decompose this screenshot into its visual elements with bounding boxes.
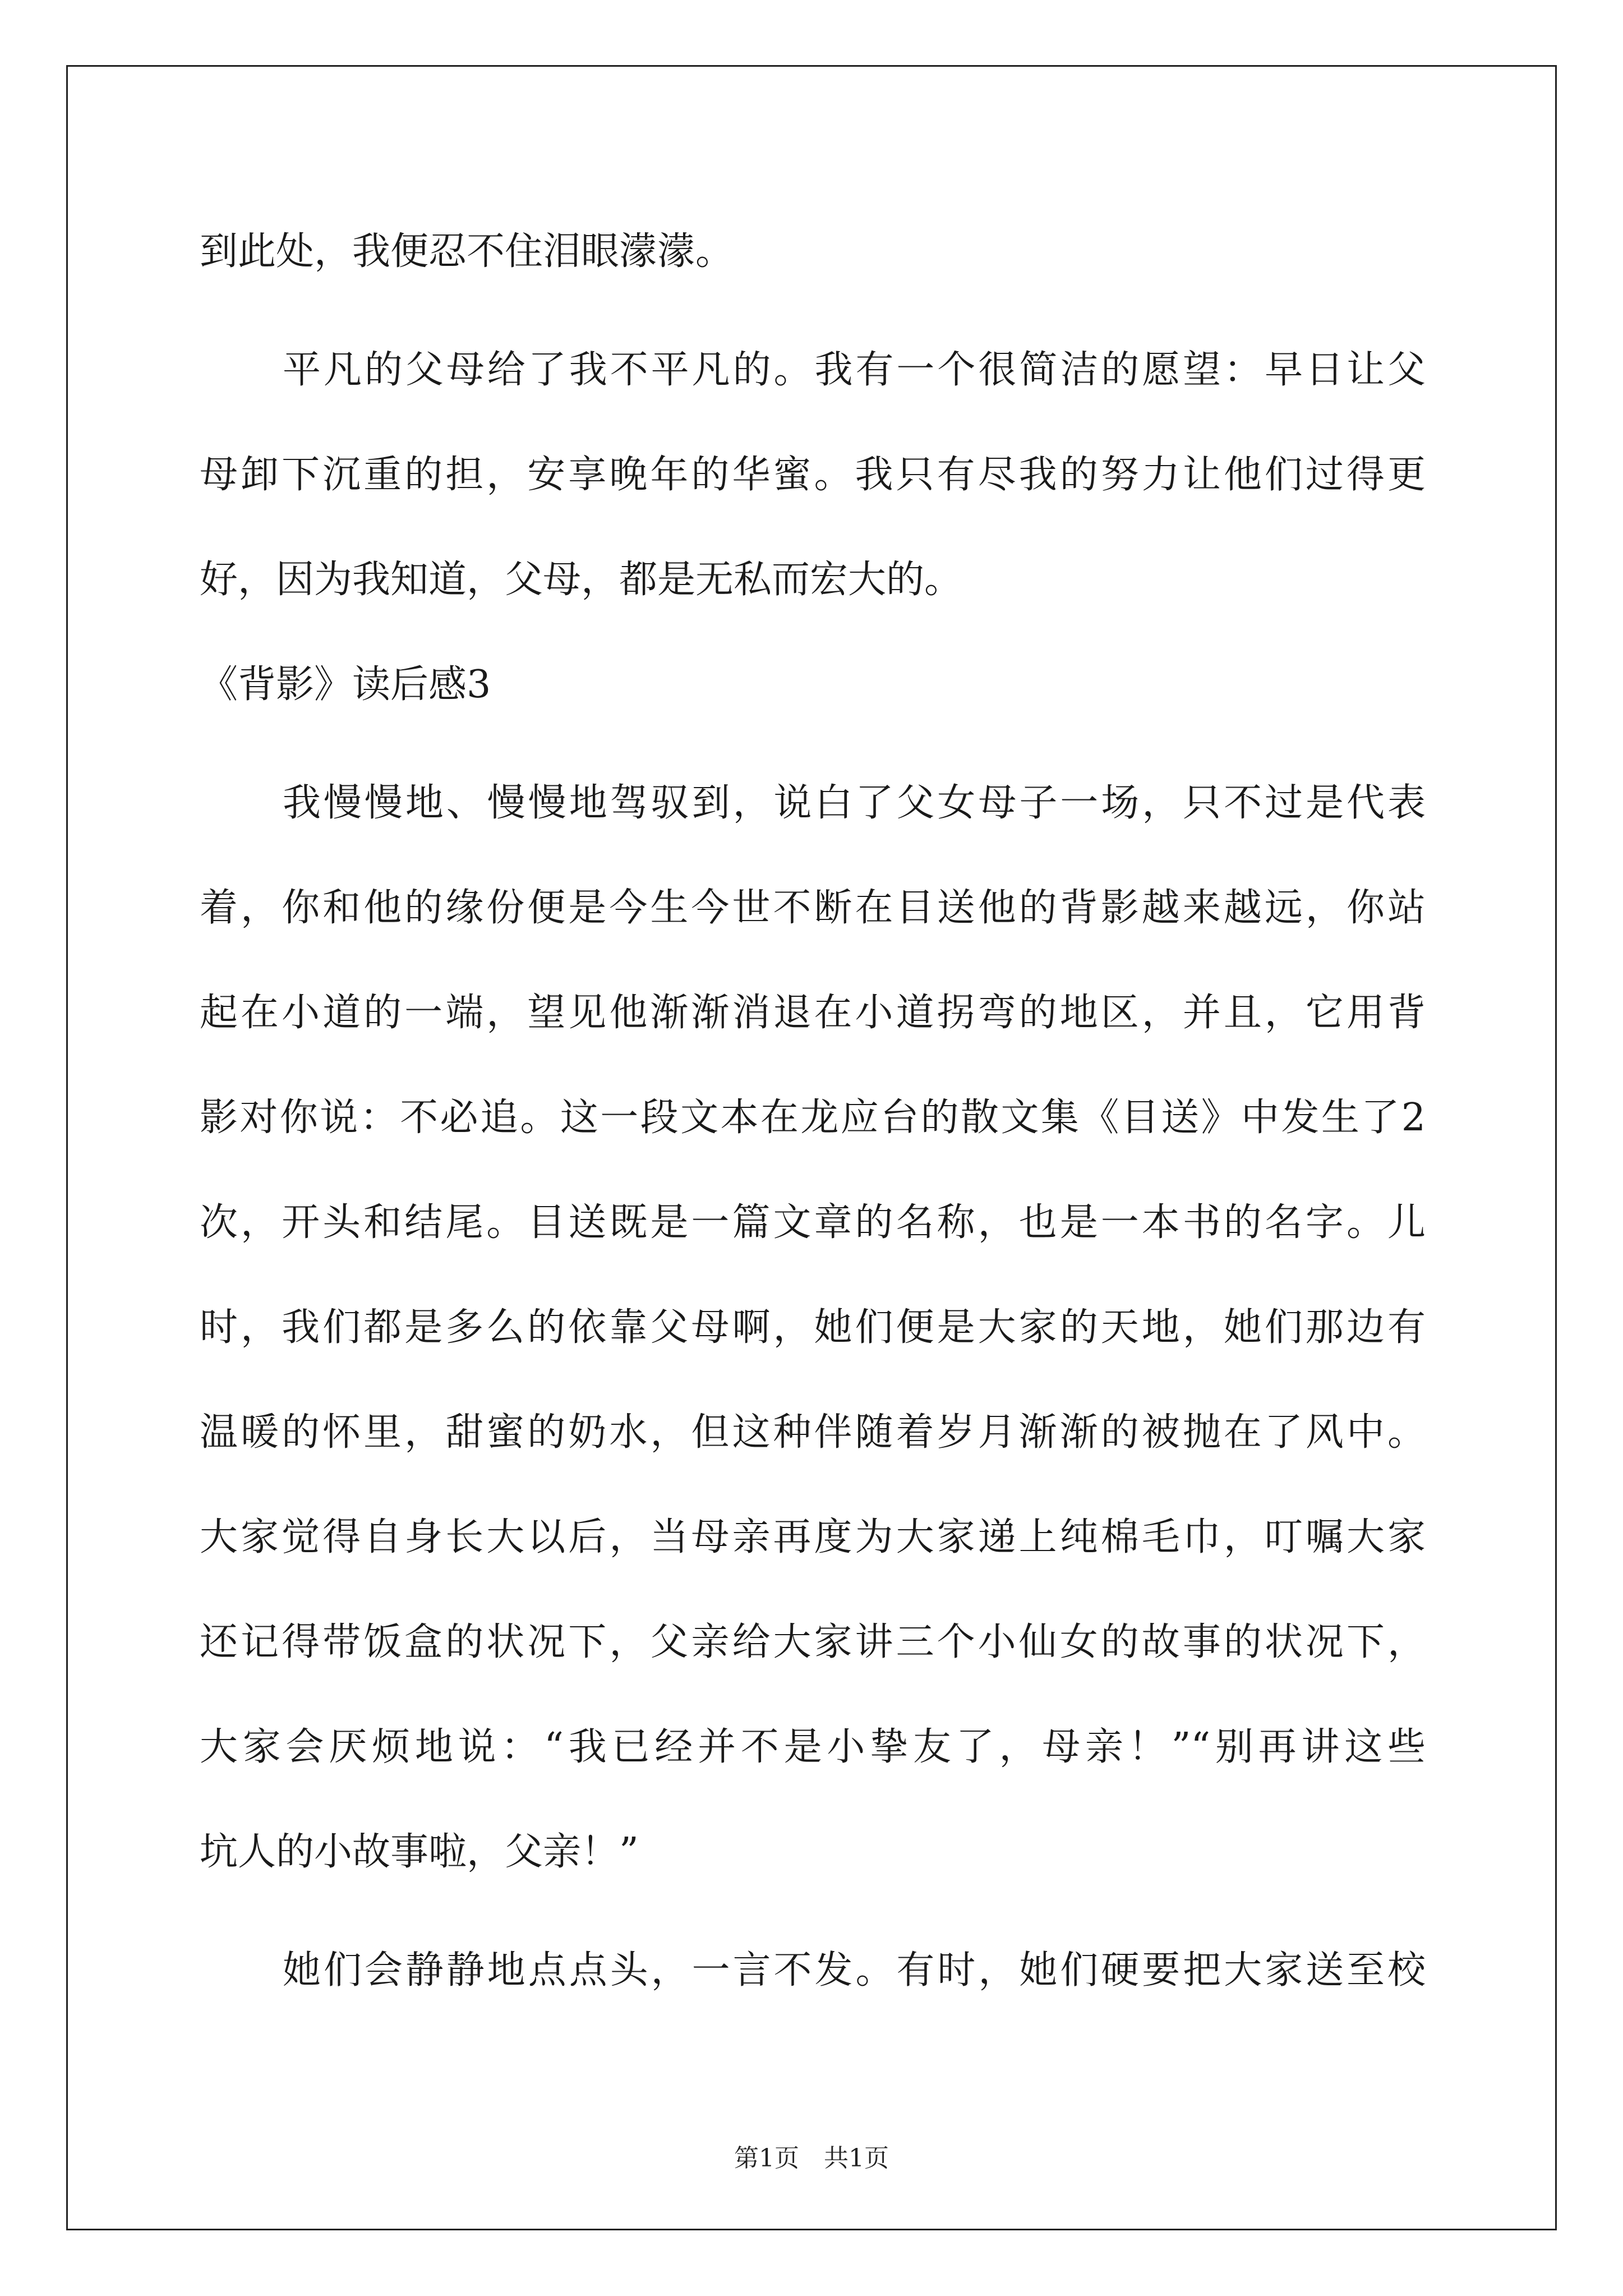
text-line: 影对你说：不必追。这一段文本在龙应台的散文集《目送》中发生了2: [200, 1096, 1426, 1140]
text-line: 坑人的小故事啦，父亲！”: [200, 1830, 639, 1874]
text-line: 大家觉得自身长大以后，当母亲再度为大家递上纯棉毛巾，叮嘱大家: [200, 1515, 1426, 1559]
document-body: [200, 199, 1426, 2023]
text-line: 好，因为我知道，父母，都是无私而宏大的。: [200, 558, 963, 602]
page-footer: 第1页 共1页: [734, 2144, 889, 2173]
text-line: 还记得带饭盒的状况下，父亲给大家讲三个小仙女的故事的状况下，: [200, 1620, 1426, 1664]
section-heading: 《背影》读后感3: [200, 662, 491, 707]
text-line: 大家会厌烦地说：“我已经并不是小挚友了，母亲！”“别再讲这些: [200, 1725, 1426, 1769]
text-line: 到此处，我便忍不住泪眼濛濛。: [200, 229, 734, 274]
text-line: 平凡的父母给了我不平凡的。我有一个很简洁的愿望：早日让父: [283, 348, 1426, 392]
text-line: 温暖的怀里，甜蜜的奶水，但这种伴随着岁月渐渐的被抛在了风中。: [200, 1410, 1426, 1455]
paragraph: [200, 1918, 1426, 2023]
text-line: 我慢慢地、慢慢地驾驭到，说白了父女母子一场，只不过是代表: [283, 781, 1426, 825]
text-line: 时，我们都是多么的依靠父母啊，她们便是大家的天地，她们那边有: [200, 1305, 1426, 1350]
text-line: 母卸下沉重的担，安享晚年的华蜜。我只有尽我的努力让他们过得更: [200, 453, 1426, 497]
text-line: 她们会静静地点点头，一言不发。有时，她们硬要把大家送至校: [283, 1948, 1426, 1993]
text-line: 次，开头和结尾。目送既是一篇文章的名称，也是一本书的名字。儿: [200, 1200, 1426, 1245]
paragraph: [200, 318, 1426, 632]
paragraph: [200, 199, 1426, 304]
text-line: 着，你和他的缘份便是今生今世不断在目送他的背影越来越远，你站: [200, 886, 1426, 930]
paragraph: [200, 751, 1426, 1904]
text-line: 起在小道的一端，望见他渐渐消退在小道拐弯的地区，并且，它用背: [200, 991, 1426, 1035]
